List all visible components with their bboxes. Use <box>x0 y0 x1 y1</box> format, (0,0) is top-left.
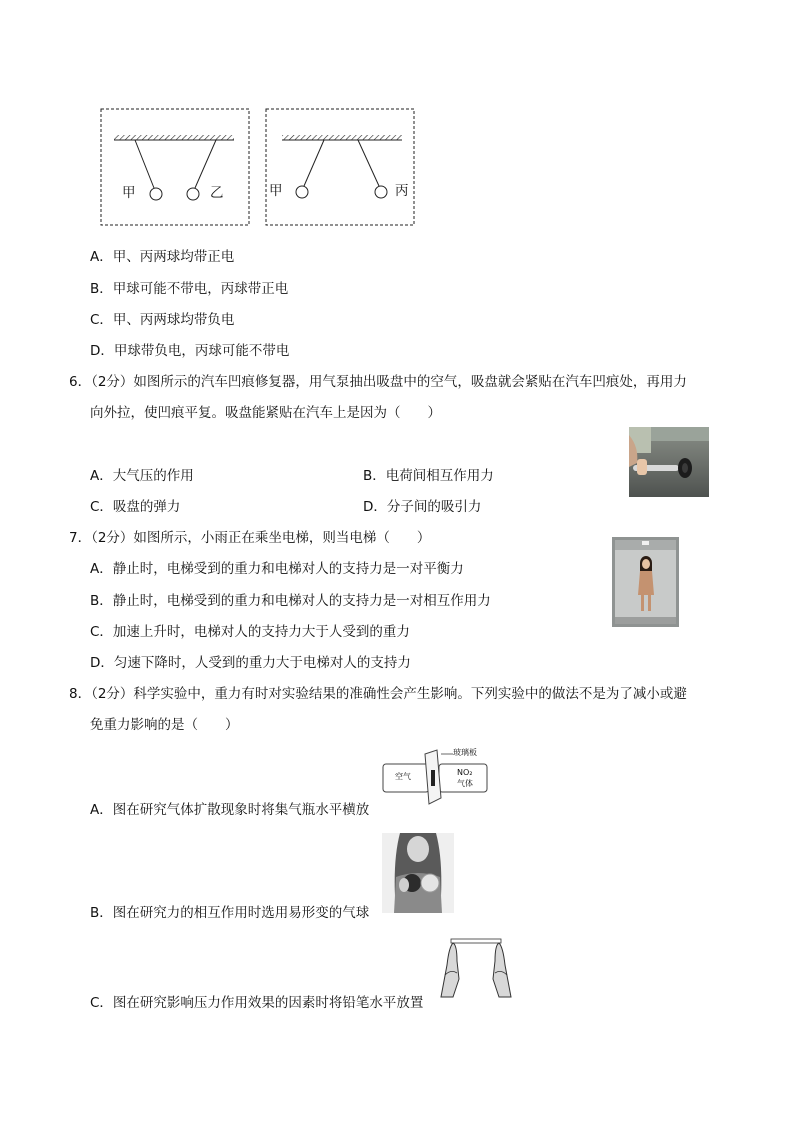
dent-repair-photo <box>629 427 709 497</box>
panel-1-right-label: 乙 <box>210 185 224 201</box>
q6-stem-line1: 6．（2分）如图所示的汽车凹痕修复器，用气泵抽出吸盘中的空气，吸盘就会紧贴在汽车凹痕处，再用力 <box>69 374 687 390</box>
q6-option-c: C．吸盘的弹力 <box>90 499 181 515</box>
q7-stem: 7．（2分）如图所示，小雨正在乘坐电梯，则当电梯（ ） <box>69 530 431 546</box>
panel-2-left-ball <box>296 186 308 198</box>
q6-stem-line2: 向外拉，使凹痕平复。吸盘能紧贴在汽车上是因为（ ） <box>90 405 441 421</box>
panel-2-left-label: 甲 <box>269 183 283 199</box>
q7-option-d: D．匀速下降时，人受到的重力大于电梯对人的支持力 <box>90 655 411 671</box>
q7-option-b: B．静止时，电梯受到的重力和电梯对人的支持力是一对相互作用力 <box>90 593 491 609</box>
q5-figure-drawing <box>100 108 418 228</box>
q5-option-a: A．甲、丙两球均带正电 <box>90 249 235 265</box>
q8-stem-line2: 免重力影响的是（ ） <box>90 717 239 733</box>
panel-2-right-ball <box>375 186 387 198</box>
q8-stem-line1: 8．（2分）科学实验中，重力有时对实验结果的准确性会产生影响。下列实验中的做法不是为了减小或避 <box>69 686 687 702</box>
q5-figure <box>100 108 418 228</box>
q8-option-c: C．图在研究影响压力作用效果的因素时将铅笔水平放置 <box>90 995 424 1011</box>
panel-2-right-label: 丙 <box>395 183 409 199</box>
panel-2-ceiling <box>282 135 402 140</box>
panel-2-left-thread <box>304 140 324 186</box>
q7-option-c: C．加速上升时，电梯对人的支持力大于人受到的重力 <box>90 624 410 640</box>
panel-1-left-thread <box>135 140 154 188</box>
pencil-fingers-figure <box>437 935 515 1001</box>
no2-label: NO₂ <box>457 768 473 777</box>
panel-1-left-label: 甲 <box>122 185 136 201</box>
air-label: 空气 <box>395 772 411 781</box>
panel-1-left-ball <box>150 188 162 200</box>
q6-option-a: A．大气压的作用 <box>90 468 194 484</box>
panel-1-ceiling <box>114 135 234 140</box>
balloon-photo <box>382 833 454 913</box>
q8-option-a: A．图在研究气体扩散现象时将集气瓶水平横放 <box>90 802 370 818</box>
q7-option-a: A．静止时，电梯受到的重力和电梯对人的支持力是一对平衡力 <box>90 561 464 577</box>
q6-option-d: D．分子间的吸引力 <box>363 499 482 515</box>
glass-plate-label: 玻璃板 <box>453 748 477 757</box>
panel-1-right-ball <box>187 188 199 200</box>
q5-option-c: C．甲、丙两球均带负电 <box>90 312 235 328</box>
q5-option-d: D．甲球带负电，丙球可能不带电 <box>90 343 290 359</box>
diffusion-figure <box>381 748 489 806</box>
elevator-photo <box>612 537 679 627</box>
q8-option-b: B．图在研究力的相互作用时选用易形变的气球 <box>90 905 370 921</box>
gas-label: 气体 <box>457 779 473 788</box>
panel-1-border <box>101 109 249 225</box>
q6-option-b: B．电荷间相互作用力 <box>363 468 494 484</box>
panel-2-right-thread <box>358 140 379 186</box>
panel-1-right-thread <box>195 140 216 188</box>
panel-2-border <box>266 109 414 225</box>
q5-option-b: B．甲球可能不带电，丙球带正电 <box>90 281 289 297</box>
